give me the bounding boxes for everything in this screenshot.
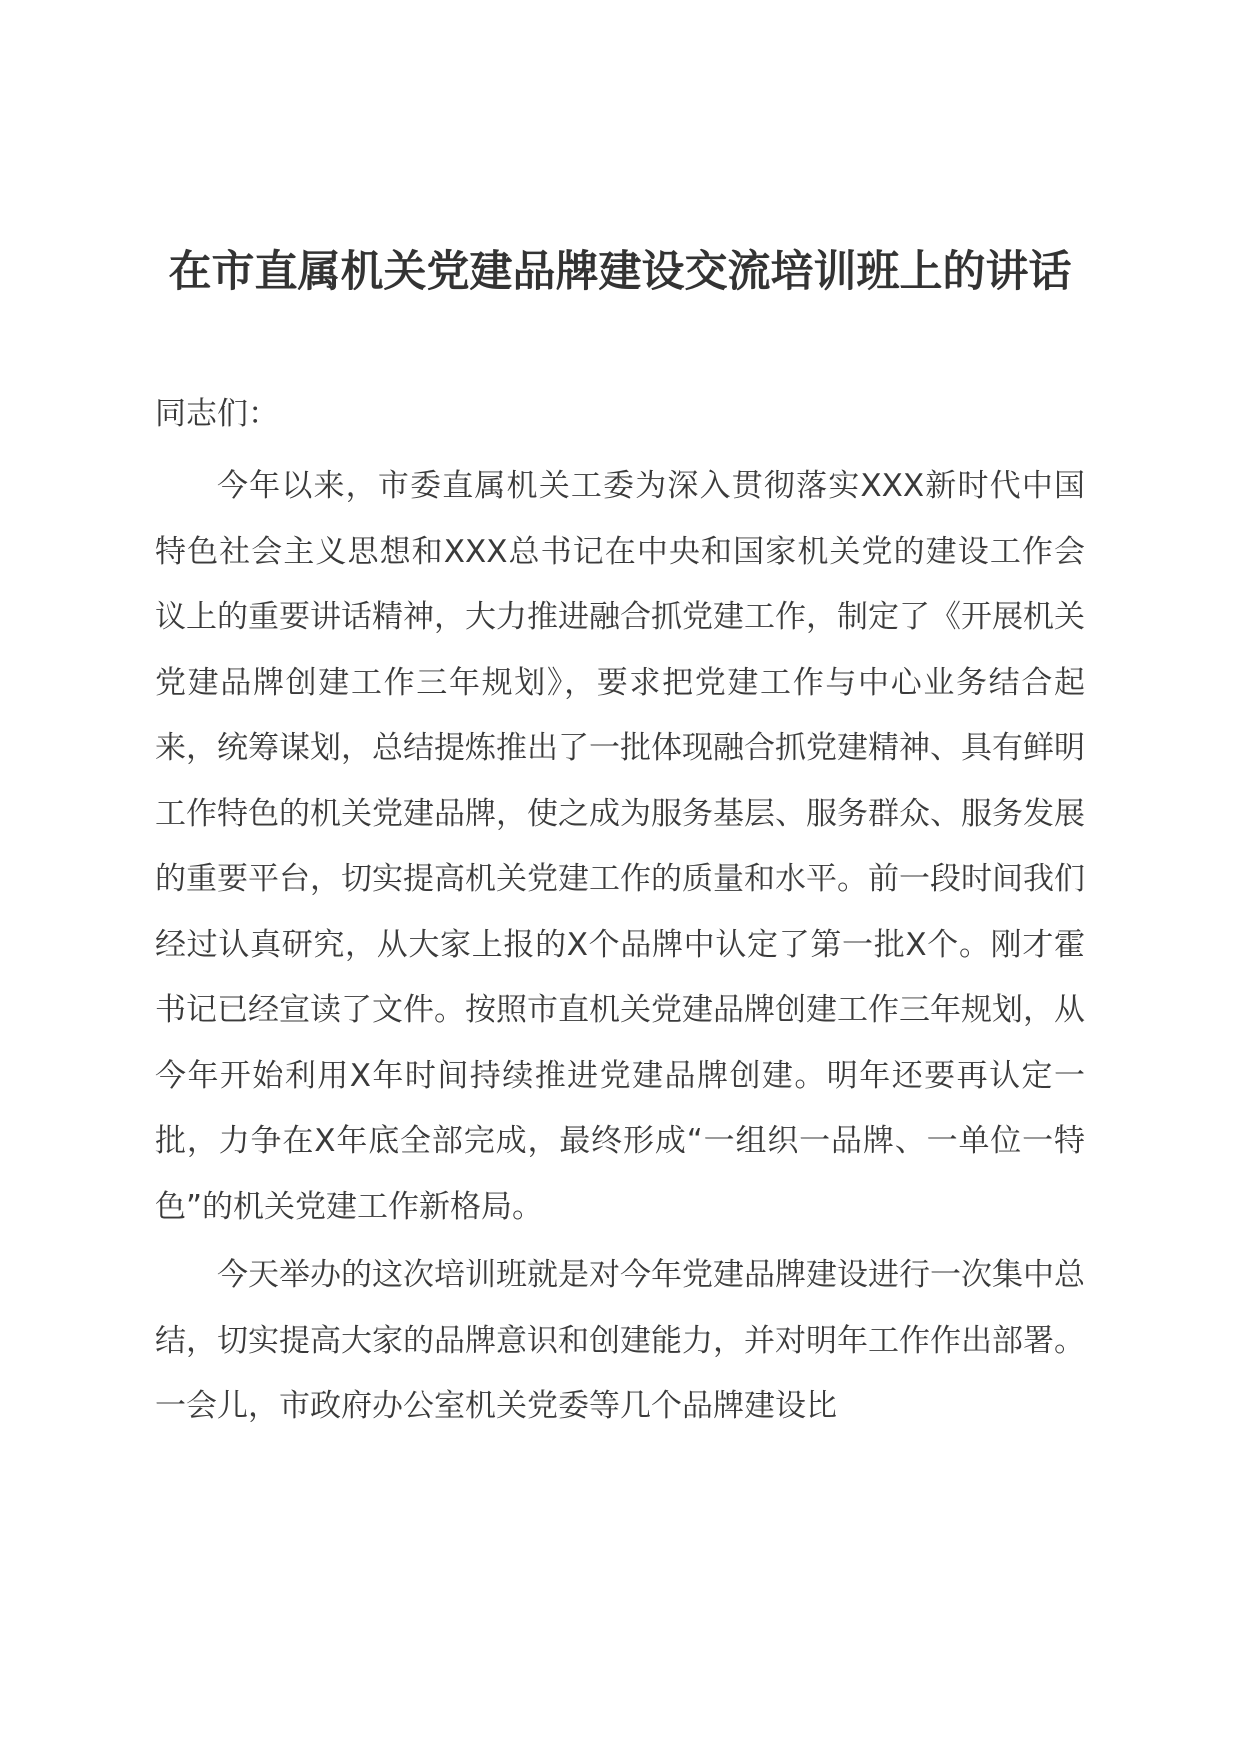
document-body xyxy=(155,382,1085,1443)
salutation: 同志们： xyxy=(155,396,279,432)
paragraph: 今年以来，市委直属机关工委为深入贯彻落实XXX新时代中国特色社会主义思想和XXX总书记在中央和国家机关党的建设工作会议上的重要讲话精神，大力推进融合抓党建工作，制定了《开展机关党建品牌创建工作三年规划》，要求把党建工作与中心业务结合起来，统筹谋划，总结提炼推出了一批体现融合抓党建精神、具有鲜明工作特色的机关党建品牌，使之成为服务基层、服务群众、服务发展的重要平台，切实提高机关党建工作的质量和水平。前一段时间我们经过认真研究，从大家上报的X个品牌中认定了第一批X个。刚才霍书记已经宣读了文件。按照市直机关党建品牌创建工作三年规划，从今年开始利用X年时间持续推进党建品牌创建。明年还要再认定一批，力争在X年底全部完成，最终形成“一组织一品牌、一单位一特色”的机关党建工作新格局。 xyxy=(155,468,1085,1225)
paragraph: 今天举办的这次培训班就是对今年党建品牌建设进行一次集中总结，切实提高大家的品牌意识和创建能力，并对明年工作作出部署。一会儿，市政府办公室机关党委等几个品牌建设比 xyxy=(155,1257,1085,1424)
document-title: 在市直属机关党建品牌建设交流培训班上的讲话 xyxy=(168,247,1072,297)
